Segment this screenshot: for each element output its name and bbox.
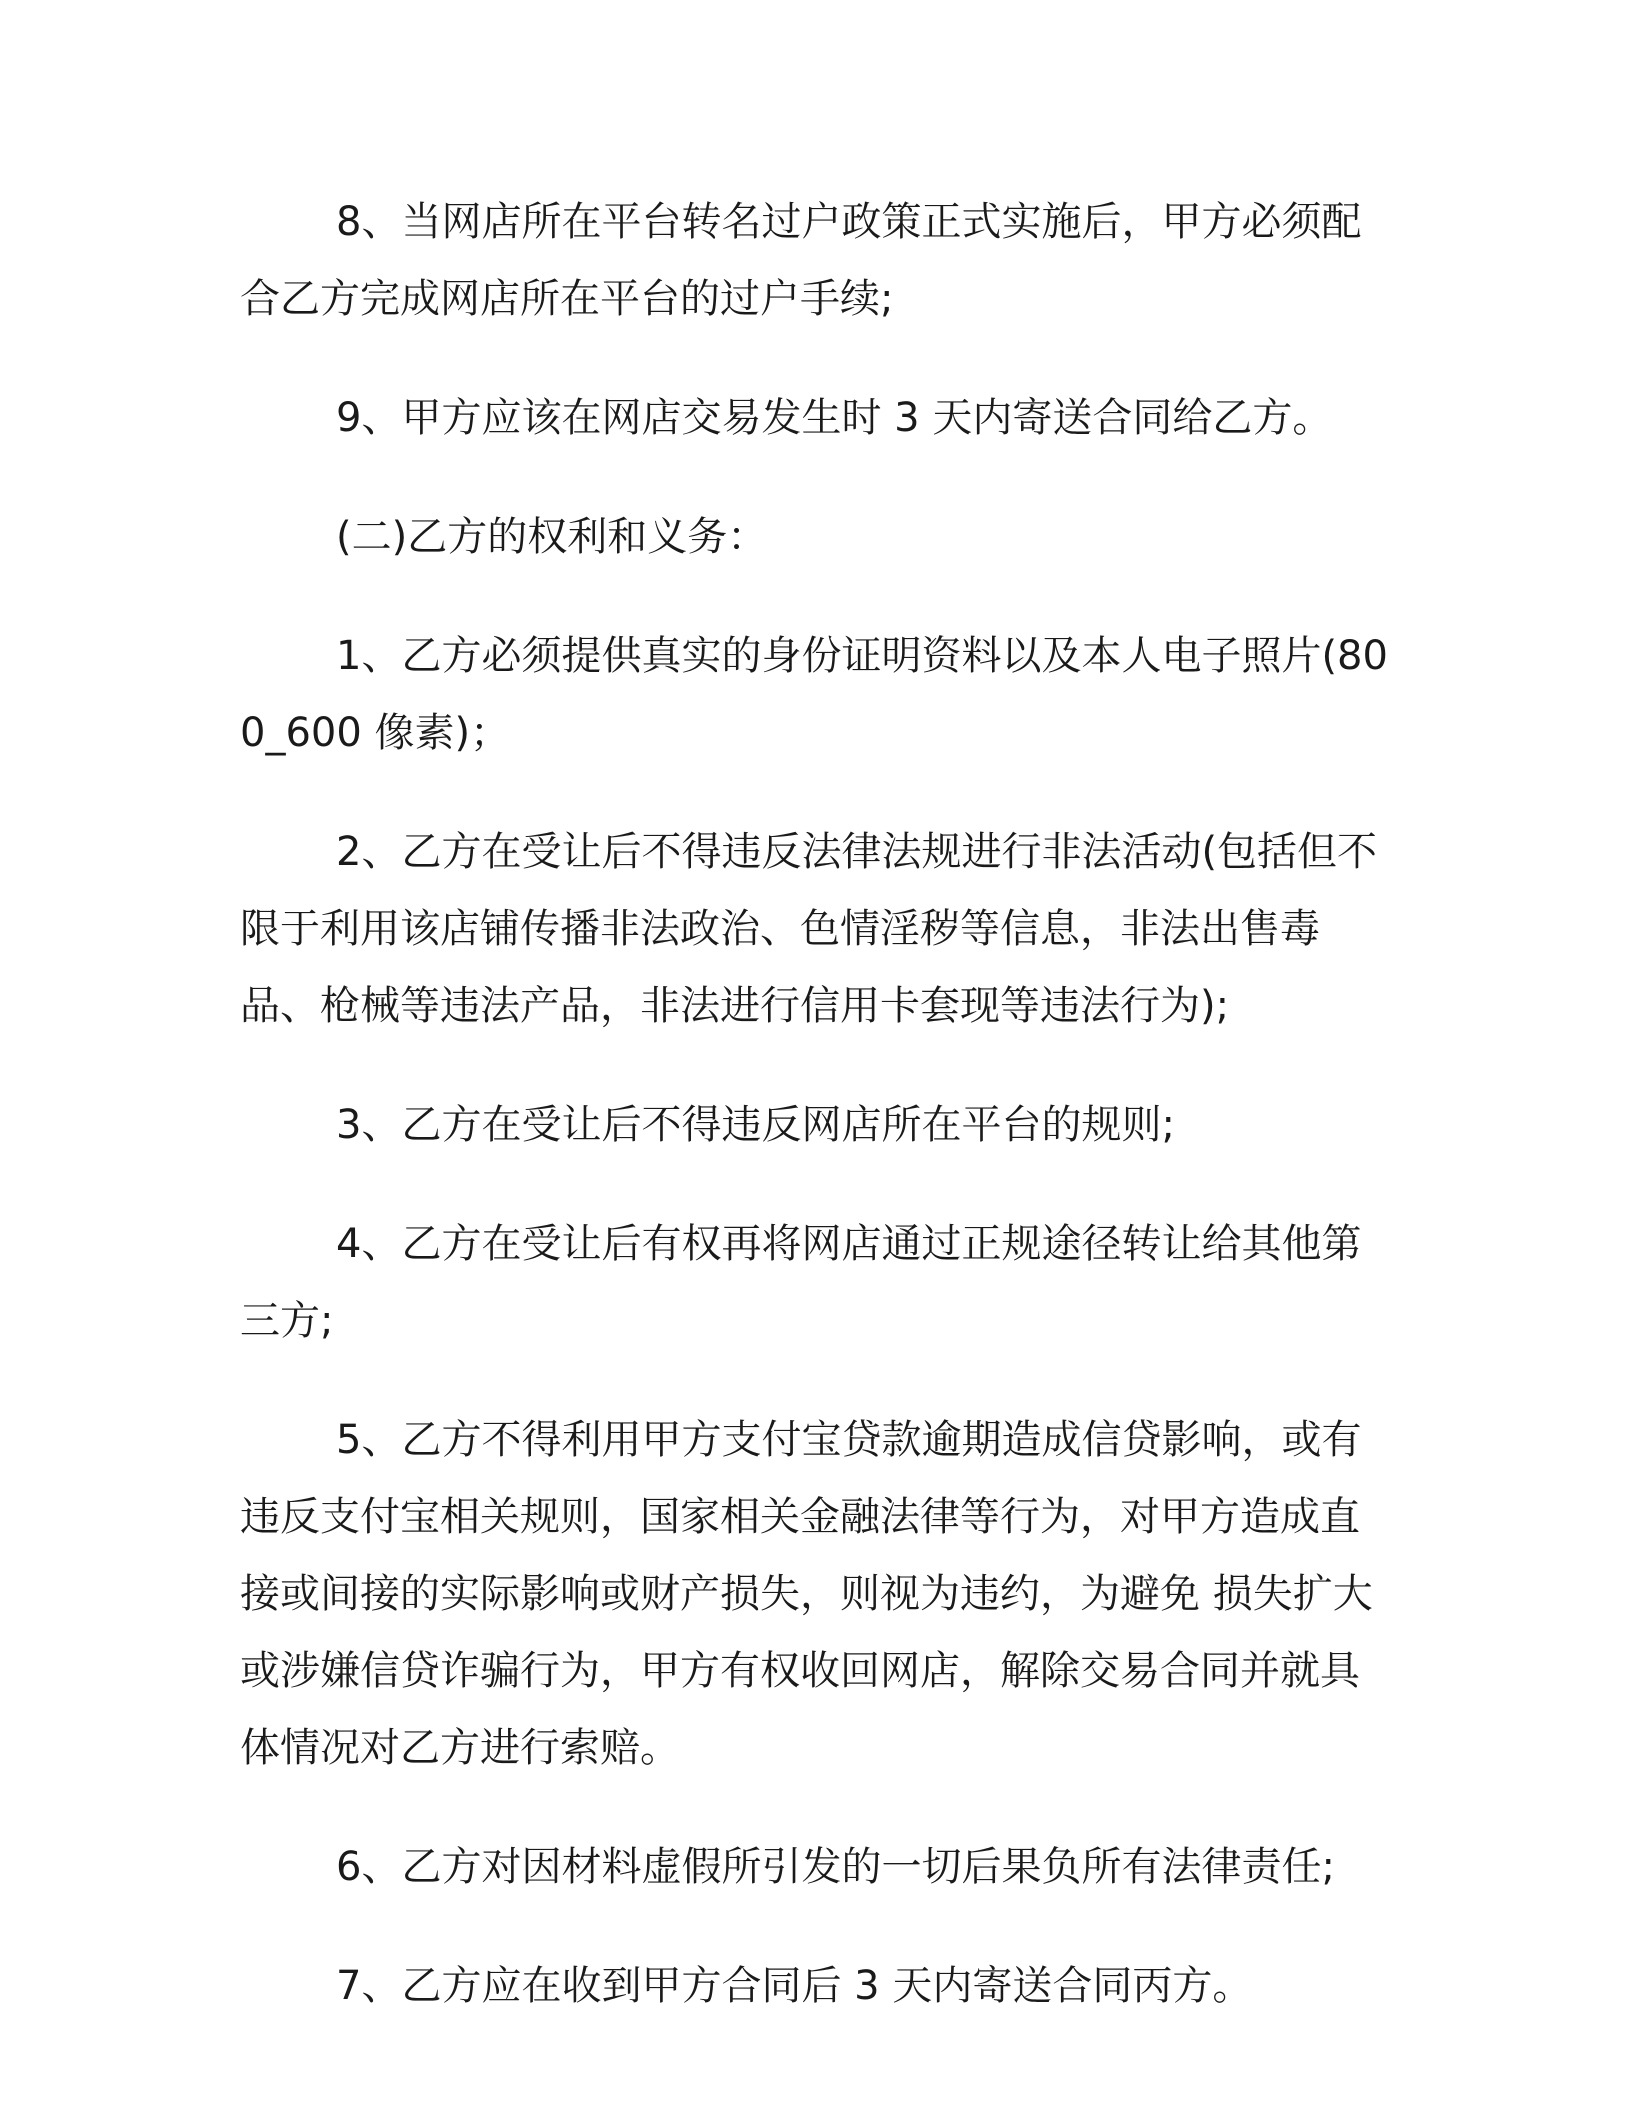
document-body xyxy=(240,184,1392,2067)
paragraph-party-b-item-1: 1、乙方必须提供真实的身份证明资料以及本人电子照片(800_600 像素)； xyxy=(240,633,1388,756)
section-heading-party-b: (二)乙方的权利和义务： xyxy=(336,514,768,560)
paragraph-party-b-item-3: 3、乙方在受让后不得违反网店所在平台的规则; xyxy=(336,1102,1175,1148)
paragraph-party-b-item-2: 2、乙方在受让后不得违反法律法规进行非法活动(包括但不限于利用该店铺传播非法政治、色情淫秽等信息，非法出售毒品、枪械等违法产品，非法进行信用卡套现等违法行为); xyxy=(240,829,1378,1029)
paragraph-party-b-item-6: 6、乙方对因材料虚假所引发的一切后果负所有法律责任; xyxy=(336,1844,1335,1890)
paragraph-party-b-item-7: 7、乙方应在收到甲方合同后 3 天内寄送合同丙方。 xyxy=(336,1963,1253,2009)
paragraph-party-a-item-8: 8、当网店所在平台转名过户政策正式实施后，甲方必须配合乙方完成网店所在平台的过户手续; xyxy=(240,199,1362,322)
paragraph-party-b-item-4: 4、乙方在受让后有权再将网店通过正规途径转让给其他第三方; xyxy=(240,1221,1362,1344)
paragraph-party-a-item-9: 9、甲方应该在网店交易发生时 3 天内寄送合同给乙方。 xyxy=(336,395,1333,441)
paragraph-party-b-item-5: 5、乙方不得利用甲方支付宝贷款逾期造成信贷影响，或有违反支付宝相关规则，国家相关金融法律等行为，对甲方造成直接或间接的实际影响或财产损失，则视为违约，为避免 损失扩大或涉嫌信贷诈骗行为，甲方有权收回网店，解除交易合同并就具体情况对乙方进行索赔。 xyxy=(240,1417,1373,1771)
